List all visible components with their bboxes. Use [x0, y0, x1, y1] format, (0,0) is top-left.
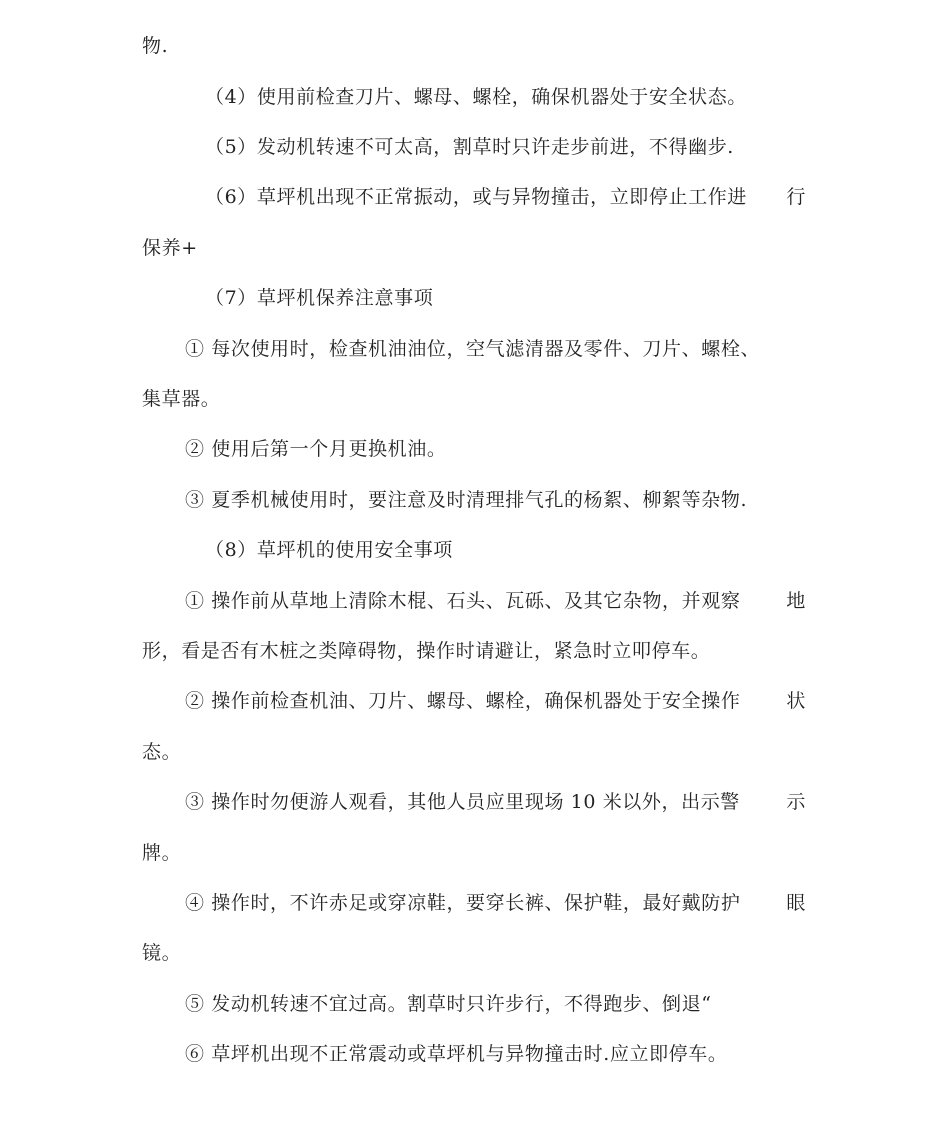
- list-item: [185, 337, 849, 361]
- line-tail: 地: [786, 590, 806, 612]
- list-item: [185, 437, 849, 461]
- paragraph-line: [142, 236, 806, 260]
- line-text: 态。: [142, 741, 182, 763]
- line-text: （8）草坪机的使用安全事项: [205, 539, 453, 561]
- line-text: 保养+: [142, 237, 198, 259]
- line-text: 形，看是否有木桩之类障碍物，操作时请避让，紧急时立叩停车。: [142, 640, 711, 662]
- paragraph-line: [205, 135, 869, 159]
- line-text: ② 使用后第一个月更换机油。: [185, 438, 447, 460]
- paragraph-line: [142, 941, 806, 965]
- paragraph-line: [142, 740, 806, 764]
- list-item: [185, 589, 806, 613]
- section-heading: [205, 538, 869, 562]
- list-item: [185, 689, 806, 713]
- line-text: ⑤ 发动机转速不宜过高。割草时只许步行，不得跑步、倒退“: [185, 993, 712, 1015]
- line-text: 物.: [142, 35, 169, 57]
- list-item: [185, 1042, 849, 1066]
- paragraph-line: [205, 85, 869, 109]
- line-tail: 行: [786, 186, 806, 208]
- line-text: 牌。: [142, 842, 182, 864]
- list-item: [185, 488, 849, 512]
- line-text: ② 操作前检查机油、刀片、螺母、螺栓，确保机器处于安全操作: [185, 690, 741, 712]
- line-tail: 状: [786, 690, 806, 712]
- list-item: [185, 992, 849, 1016]
- list-item: [185, 891, 806, 915]
- line-text: ⑥ 草坪机出现不正常震动或草坪机与异物撞击时.应立即停车。: [185, 1043, 728, 1065]
- paragraph-line: [142, 34, 806, 58]
- line-text: （4）使用前检查刀片、螺母、螺栓，确保机器处于安全状态。: [205, 86, 747, 108]
- line-text: （6）草坪机出现不正常振动，或与异物撞击，立即停止工作进: [205, 186, 747, 208]
- line-text: ④ 操作时，不许赤足或穿凉鞋，要穿长裤、保护鞋，最好戴防护: [185, 892, 741, 914]
- line-text: （5）发动机转速不可太高，割草时只许走步前进，不得幽步.: [205, 136, 734, 158]
- line-text: 镜。: [142, 942, 182, 964]
- line-text: ③ 操作时勿便游人观看，其他人员应里现场 10 米以外，出示警: [185, 791, 740, 813]
- line-text: 集草器。: [142, 388, 221, 410]
- paragraph-line: [142, 841, 806, 865]
- line-text: ① 每次使用时，检查机油油位，空气滤清器及零件、刀片、螺栓、: [185, 338, 761, 360]
- line-text: （7）草坪机保养注意事项: [205, 287, 434, 309]
- paragraph-line: [205, 185, 806, 209]
- line-text: ① 操作前从草地上清除木棍、石头、瓦砾、及其它杂物，并观察: [185, 590, 741, 612]
- line-tail: 眼: [786, 892, 806, 914]
- section-heading: [205, 286, 869, 310]
- line-text: ③ 夏季机械使用时，要注意及时清理排气孔的杨絮、柳絮等杂物.: [185, 489, 748, 511]
- paragraph-line: [142, 387, 806, 411]
- paragraph-line: [142, 639, 806, 663]
- list-item: [185, 790, 806, 814]
- line-tail: 示: [786, 791, 806, 813]
